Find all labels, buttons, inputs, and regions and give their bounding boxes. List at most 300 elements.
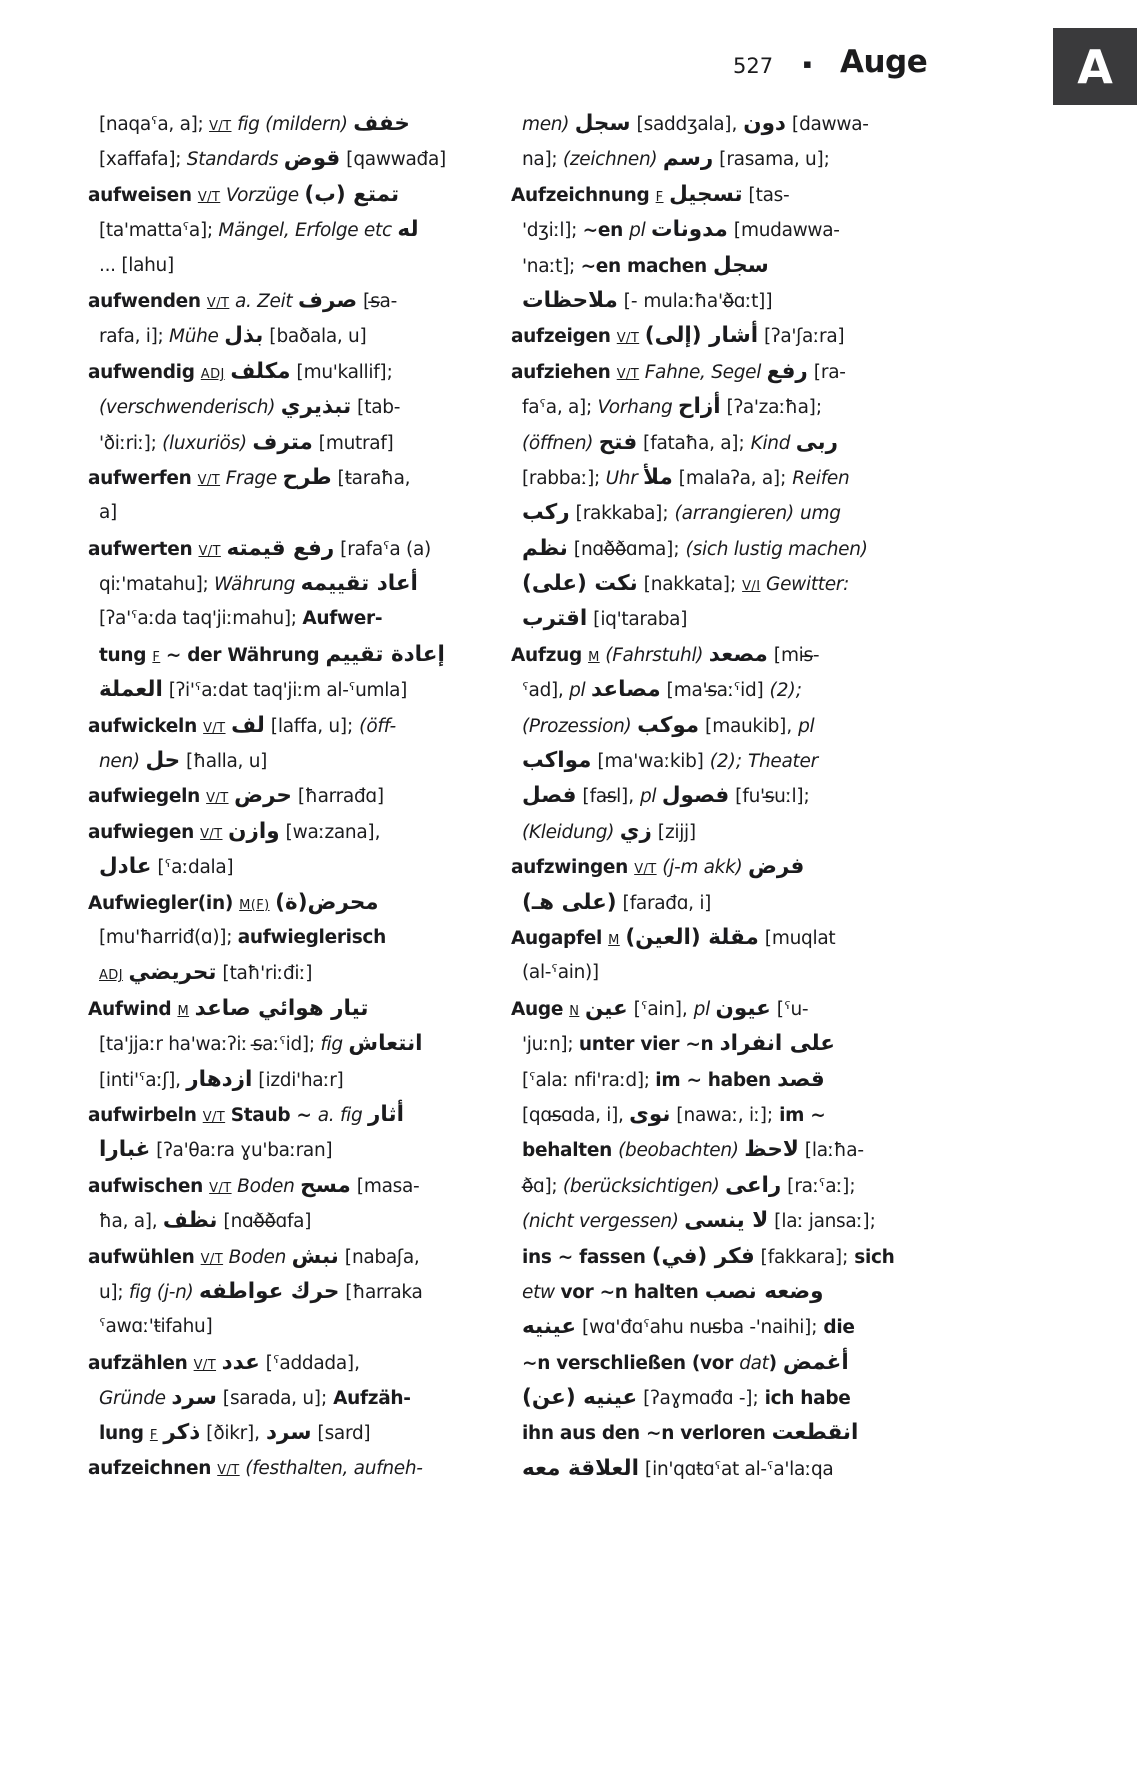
arabic-text: ملأ: [643, 464, 673, 490]
text-segment: ð̶ɑ];: [522, 1175, 563, 1197]
arabic-text: مقلة (العين): [625, 924, 759, 950]
dictionary-line: [88, 1345, 503, 1380]
headword-text: aufwiegen: [88, 821, 201, 843]
text-segment: [sard]: [311, 1423, 371, 1445]
text-segment: [masa-: [350, 1175, 420, 1197]
text-segment: [tas-: [742, 184, 790, 206]
text-segment: [fu's̶uːl];: [729, 786, 810, 808]
arabic-text: ركب: [522, 500, 570, 526]
dictionary-line: [511, 1451, 1131, 1486]
guide-word: Auge: [840, 44, 928, 80]
text-segment: ins ~ fassen: [522, 1246, 652, 1268]
text-segment: [ra-: [807, 361, 846, 383]
text-segment: [mudawwa-: [727, 220, 840, 242]
grammar-label: V/T: [193, 1357, 217, 1373]
arabic-text: العملة: [99, 677, 163, 703]
text-segment: [qawwađa]: [340, 149, 447, 171]
grammar-label: V/T: [616, 331, 640, 347]
text-segment: Gewitter:: [766, 574, 850, 596]
text-segment: (sich lustig machen): [685, 538, 868, 560]
text-segment: 'dʒiːl];: [522, 220, 583, 242]
arabic-text: فصل: [522, 783, 577, 809]
text-segment: (beobachten): [618, 1140, 745, 1162]
text-segment: Standards: [186, 149, 284, 171]
arabic-text: تحريضي: [128, 960, 217, 986]
dictionary-line: [88, 1239, 503, 1274]
dictionary-line: [88, 1097, 503, 1132]
text-segment: [ʔa'zaːħa];: [720, 397, 823, 419]
text-segment: faˤa, a];: [522, 397, 598, 419]
text-segment: ich habe: [764, 1388, 851, 1410]
headword-text: lung: [99, 1423, 150, 1445]
text-segment: (festhalten, aufneh-: [245, 1457, 423, 1479]
text-segment: 'juːn];: [522, 1034, 579, 1056]
text-segment: behalten: [522, 1140, 619, 1162]
text-segment: etw: [522, 1281, 561, 1303]
text-segment: [mu'ħarriđ(ɑ)];: [99, 926, 238, 948]
text-segment: (vor: [691, 1352, 740, 1374]
dictionary-line: [88, 708, 503, 743]
grammar-label: V/T: [200, 1251, 224, 1267]
dictionary-line: [511, 106, 1131, 141]
arabic-text: حل: [145, 748, 181, 774]
text-segment: ... [lahu]: [99, 254, 174, 276]
arabic-text: تمتع (ب): [304, 181, 400, 207]
headword-text: Aufzäh-: [333, 1388, 411, 1410]
arabic-text: نظف: [162, 1208, 218, 1234]
text-segment: [ˤu-: [770, 998, 809, 1020]
text-segment: (Prozession): [522, 715, 638, 737]
grammar-label: V/T: [203, 720, 226, 736]
arabic-text: العلاقة معه: [522, 1455, 639, 1481]
text-segment: [taħ'riːđiː]: [216, 963, 313, 985]
dictionary-line: [511, 425, 1131, 460]
arabic-text: حرك عواطفه: [199, 1278, 340, 1304]
dictionary-line: [88, 531, 503, 566]
text-segment: [waːzana],: [279, 821, 381, 843]
text-segment: (luxuriös): [162, 432, 253, 454]
text-segment: [nawaː, iː];: [670, 1104, 780, 1126]
arabic-text: عدد: [221, 1349, 260, 1375]
text-segment: [laːħa-: [798, 1140, 864, 1162]
grammar-label: V/T: [202, 1109, 226, 1125]
text-segment: [ʔa'ʃaːra]: [758, 326, 845, 348]
grammar-label: V/T: [206, 295, 230, 311]
arabic-text: ربى: [795, 429, 838, 455]
dictionary-line: [511, 1345, 1131, 1380]
dictionary-line: [88, 849, 503, 884]
text-segment: 'ðiːriː];: [99, 432, 163, 454]
grammar-label: V/T: [197, 472, 221, 488]
text-segment: Staub ~: [230, 1104, 318, 1126]
dictionary-line: [88, 1451, 503, 1486]
grammar-label: F: [152, 649, 161, 665]
arabic-text: صرف: [297, 287, 358, 313]
arabic-text: أزاح: [677, 394, 721, 420]
arabic-text: نبش: [291, 1243, 339, 1269]
text-segment: unter vier ~n: [578, 1034, 720, 1056]
text-segment: [zijj]: [651, 821, 697, 843]
text-segment: [fakkara];: [754, 1246, 855, 1268]
text-segment: men): [522, 114, 575, 135]
dictionary-line: [88, 778, 503, 813]
text-segment: die: [823, 1317, 855, 1339]
headword-text: Augapfel: [511, 927, 609, 949]
text-segment: [ʔi'ˤaːdat taq'jiːm al-ˤumla]: [162, 680, 408, 702]
dictionary-line: [511, 1097, 1131, 1132]
arabic-text: عادل: [99, 854, 152, 880]
text-segment: [ˤaddada],: [259, 1352, 360, 1374]
grammar-label: V/T: [634, 862, 657, 878]
headword-text: aufwerfen: [88, 467, 198, 489]
text-segment: [mutraf]: [312, 432, 394, 454]
dictionary-line: [511, 1274, 1131, 1309]
text-segment: [farađɑ, i]: [616, 892, 712, 914]
arabic-text: لف: [231, 712, 265, 738]
text-segment: dat: [739, 1352, 769, 1374]
headword-text: aufwendig: [88, 361, 201, 383]
text-segment: [naqaˤa, a];: [99, 114, 210, 135]
dictionary-line: [88, 141, 503, 176]
arabic-text: زي: [619, 818, 652, 844]
text-segment: nen): [99, 751, 146, 773]
arabic-text: انتعاش: [348, 1031, 423, 1057]
text-segment: [ˤaːdala]: [151, 857, 234, 879]
arabic-text: فكر (في): [651, 1243, 755, 1269]
dictionary-line: [511, 1062, 1131, 1097]
dictionary-line: [88, 991, 503, 1026]
text-segment: Kind: [750, 432, 796, 454]
text-segment: u];: [99, 1281, 129, 1303]
arabic-text: أغمض: [782, 1349, 849, 1375]
text-segment: [rakkaba];: [569, 503, 675, 525]
dictionary-line: [88, 389, 503, 424]
dictionary-line: [511, 1203, 1131, 1238]
page-number: 527: [733, 54, 774, 78]
text-segment: [iq'taraba]: [587, 609, 688, 631]
dictionary-line: [511, 1026, 1131, 1061]
arabic-text: عينيه: [522, 1314, 577, 1340]
text-segment: a]: [99, 502, 117, 524]
grammar-label: M: [177, 1003, 190, 1019]
text-segment: Fahne, Segel: [644, 361, 767, 383]
arabic-text: مكلف: [230, 358, 291, 384]
text-segment: [ˤain],: [627, 998, 694, 1020]
arabic-text: ازدهار: [186, 1066, 253, 1092]
arabic-text: له: [397, 217, 419, 243]
grammar-label: V/T: [197, 189, 221, 205]
grammar-label: V/T: [200, 826, 223, 842]
dictionary-line: [88, 1132, 503, 1167]
headword-text: Aufwind: [88, 998, 178, 1020]
text-segment: [baðala, u]: [263, 326, 367, 348]
text-segment: [xaffafa];: [99, 149, 187, 171]
arabic-text: فصول: [661, 783, 730, 809]
arabic-text: أعاد تقييمه: [300, 571, 418, 597]
arabic-text: أثار: [368, 1101, 404, 1127]
text-segment: [rabbaː];: [522, 467, 606, 489]
arabic-text: سرد: [265, 1420, 312, 1446]
text-segment: [nɑð̶ð̶ɑma];: [567, 538, 686, 560]
headword-text: aufwickeln: [88, 715, 204, 737]
text-segment: [laffa, u];: [264, 715, 360, 737]
grammar-label: V/I: [742, 579, 761, 595]
text-segment: im ~ haben: [655, 1069, 778, 1091]
text-segment: (Fahrstuhl): [605, 644, 709, 666]
headword-text: Aufwiegler(in): [88, 892, 240, 914]
arabic-text: سجل: [713, 252, 769, 278]
text-segment: im ~: [779, 1104, 826, 1126]
text-segment: ~en: [582, 220, 630, 242]
arabic-text: رفع: [766, 358, 808, 384]
dictionary-line: [88, 601, 503, 636]
headword-text: Aufzug: [511, 644, 589, 666]
text-segment: Boden: [228, 1246, 292, 1268]
arabic-text: موكب: [637, 712, 700, 738]
bullet-icon: ▪: [803, 57, 812, 72]
text-segment: qiː'matahu];: [99, 574, 215, 596]
dictionary-line: [511, 495, 1131, 530]
arabic-text: اقترب: [522, 606, 588, 632]
headword-text: aufzeichnen: [88, 1457, 218, 1479]
arabic-text: تسجيل: [669, 181, 743, 207]
grammar-label: M: [588, 649, 600, 665]
dictionary-line: [511, 177, 1131, 212]
left-column: [88, 106, 503, 1486]
text-segment: pl: [629, 220, 652, 242]
text-segment: [rasama, u];: [713, 149, 830, 171]
dictionary-line: [511, 672, 1131, 707]
arabic-text: نظم: [522, 535, 568, 561]
arabic-text: وضعه نصب: [704, 1278, 824, 1304]
text-segment: (öff-: [359, 715, 396, 737]
text-segment: [ʔa'ˤaːda taq'jiːmahu];: [99, 608, 303, 630]
dictionary-line: [88, 354, 503, 389]
arabic-text: ذكر: [163, 1420, 201, 1446]
grammar-label: V/T: [209, 119, 232, 134]
dictionary-line: [88, 672, 503, 707]
grammar-label: V/T: [198, 543, 221, 559]
text-segment: [ħarrađɑ]: [291, 786, 385, 808]
text-segment: [ta'jjaːr ha'waːʔiː s̶aːˤid];: [99, 1034, 321, 1056]
arabic-text: مواكب: [522, 748, 592, 774]
dictionary-line: [88, 1309, 503, 1344]
arabic-text: رسم: [662, 146, 714, 172]
text-segment: (j-m akk): [662, 857, 748, 879]
text-segment: [ma's̶aːˤid]: [660, 680, 770, 702]
text-segment: Gründe: [99, 1388, 172, 1410]
grammar-label: V/T: [616, 366, 640, 382]
text-segment: [raːˤaː];: [781, 1175, 856, 1197]
text-segment: (2);: [769, 680, 802, 702]
grammar-label: ADJ: [200, 366, 225, 382]
arabic-text: خفف: [353, 111, 410, 136]
dictionary-line: [511, 991, 1131, 1026]
grammar-label: N: [569, 1003, 580, 1019]
grammar-label: F: [149, 1428, 158, 1444]
text-segment: [nakkata];: [637, 574, 743, 596]
text-segment: [rafaˤa (a): [334, 538, 431, 560]
text-segment: [tab-: [351, 397, 401, 419]
dictionary-line: [511, 1309, 1131, 1344]
text-segment: (nicht vergessen): [522, 1211, 685, 1233]
text-segment: [maukib],: [699, 715, 799, 737]
text-segment: [izdi'haːr]: [252, 1069, 344, 1091]
dictionary-line: [511, 389, 1131, 424]
dictionary-line: [511, 248, 1131, 283]
text-segment: ˤad],: [522, 680, 570, 702]
dictionary-line: [88, 814, 503, 849]
dictionary-line: [511, 920, 1131, 955]
dictionary-line: [88, 1026, 503, 1061]
dictionary-line: [88, 1274, 503, 1309]
arabic-text: دون: [743, 111, 786, 136]
text-segment: ˤawɑː'ŧifahu]: [99, 1316, 213, 1338]
headword-text: aufzählen: [88, 1352, 194, 1374]
text-segment: pl: [798, 715, 815, 737]
arabic-text: فتح: [598, 429, 638, 455]
arabic-text: نوى: [629, 1101, 671, 1127]
dictionary-line: [88, 637, 503, 672]
text-segment: ~n verschließen: [522, 1352, 692, 1374]
text-segment: Währung: [214, 574, 301, 596]
arabic-text: حرض: [234, 783, 292, 809]
text-segment: Boden: [237, 1175, 301, 1197]
text-segment: ~en machen: [580, 255, 713, 277]
dictionary-line: [511, 1415, 1131, 1450]
text-segment: 'naːt];: [522, 255, 581, 277]
grammar-label: M(F): [239, 897, 270, 913]
grammar-label: F: [655, 189, 664, 205]
arabic-text: تيار هوائي صاعد: [194, 995, 369, 1021]
arabic-text: مدونات: [651, 217, 728, 243]
text-segment: [ˤalaː nfi'raːd];: [522, 1069, 656, 1091]
arabic-text: أشار (إلى): [644, 323, 759, 349]
headword-text: aufwirbeln: [88, 1104, 203, 1126]
text-segment: Vorhang: [597, 397, 678, 419]
text-segment: (öffnen): [522, 432, 599, 454]
headword-text: aufziehen: [511, 361, 617, 383]
headword-text: Auge: [511, 998, 570, 1020]
text-segment: Reifen: [792, 467, 850, 489]
arabic-text: عين: [584, 995, 628, 1021]
dictionary-line: [511, 1168, 1131, 1203]
text-segment: vor ~n halten: [560, 1281, 705, 1303]
text-segment: [ðikr],: [200, 1423, 266, 1445]
arabic-text: مصعد: [708, 641, 768, 667]
text-segment: [qɑs̶ɑda, i],: [522, 1104, 630, 1126]
text-segment: ): [768, 1352, 783, 1374]
arabic-text: مسح: [300, 1172, 351, 1198]
headword-text: aufwiegeln: [88, 786, 207, 808]
arabic-text: إعادة تقييم: [325, 641, 445, 667]
text-segment: (arrangieren) umg: [674, 503, 841, 525]
dictionary-line: [88, 566, 503, 601]
text-segment: pl: [639, 786, 662, 808]
text-segment: [inti'ˤaːʃ],: [99, 1069, 187, 1091]
grammar-label: V/T: [206, 791, 229, 807]
dictionary-line: [511, 354, 1131, 389]
text-segment: [ħarraka: [339, 1281, 423, 1303]
dictionary-line: [88, 955, 503, 990]
dictionary-line: [511, 566, 1131, 601]
text-segment: a. Zeit: [234, 290, 298, 312]
dictionary-line: [511, 212, 1131, 247]
text-segment: [mis̶-: [767, 644, 820, 666]
dictionary-line: [88, 1380, 503, 1415]
headword-text: aufwerten: [88, 538, 199, 560]
arabic-text: مصاعد: [590, 677, 661, 703]
headword-text: aufwühlen: [88, 1246, 201, 1268]
grammar-label: ADJ: [99, 968, 123, 984]
arabic-text: مترف: [252, 429, 313, 455]
arabic-text: سرد: [171, 1385, 217, 1411]
text-segment: (Kleidung): [522, 821, 620, 843]
dictionary-line: [511, 601, 1131, 636]
headword-text: aufzwingen: [511, 857, 635, 879]
text-segment: [- mulaːħa'ð̶ɑːt]]: [617, 290, 773, 312]
text-segment: [sarada, u];: [216, 1388, 334, 1410]
dictionary-line: [511, 778, 1131, 813]
arabic-text: سجل: [574, 111, 631, 136]
grammar-label: V/T: [209, 1180, 232, 1196]
dictionary-line: [88, 177, 503, 212]
arabic-text: ملاحظات: [522, 287, 618, 313]
arabic-text: نكت (على): [522, 571, 638, 597]
dictionary-line: [511, 637, 1131, 672]
arabic-text: على انفراد: [719, 1031, 835, 1057]
dictionary-line: [88, 283, 503, 318]
text-segment: fig (mildern): [237, 114, 354, 135]
text-segment: Frage: [225, 467, 283, 489]
text-segment: [wɑ'đɑˤahu nus̶ba -'naihi];: [576, 1317, 824, 1339]
text-segment: a. fig: [317, 1104, 369, 1126]
dictionary-line: [88, 885, 503, 920]
text-segment: ihn aus den ~n verloren: [522, 1423, 772, 1445]
headword-text: aufwischen: [88, 1175, 210, 1197]
text-segment: [ŧaraħa,: [331, 467, 411, 489]
text-segment: (al-ˤain)]: [522, 962, 599, 984]
arabic-text: بذل: [224, 323, 264, 349]
headword-text: tung: [99, 644, 153, 666]
text-segment: [ʔa'θaːra ɣu'baːran]: [150, 1140, 333, 1162]
text-segment: [ma'waːkib]: [591, 751, 710, 773]
text-segment: pl: [693, 998, 716, 1020]
text-segment: ~ der Währung: [165, 644, 326, 666]
headword-text: Aufzeichnung: [511, 184, 656, 206]
text-segment: Uhr: [605, 467, 644, 489]
arabic-text: عيون: [715, 995, 771, 1021]
arabic-text: (على هـ): [522, 889, 617, 915]
text-segment: [malaʔa, a];: [672, 467, 793, 489]
arabic-text: غبارا: [99, 1137, 151, 1163]
text-segment: [muqlat: [758, 927, 836, 949]
dictionary-line: [88, 1062, 503, 1097]
arabic-text: راعى: [725, 1172, 782, 1198]
dictionary-line: [511, 318, 1131, 353]
text-segment: [nabaʃa,: [338, 1246, 420, 1268]
text-segment: fig: [320, 1034, 349, 1056]
dictionary-line: [88, 495, 503, 530]
arabic-text: رفع قيمته: [226, 535, 335, 561]
headword-text: aufwieglerisch: [237, 926, 386, 948]
arabic-text: وازن: [228, 818, 280, 844]
dictionary-line: [511, 283, 1131, 318]
text-segment: sich: [854, 1246, 895, 1268]
arabic-text: قصد: [777, 1066, 825, 1092]
arabic-text: انقطعت: [771, 1420, 859, 1446]
dictionary-line: [511, 708, 1131, 743]
